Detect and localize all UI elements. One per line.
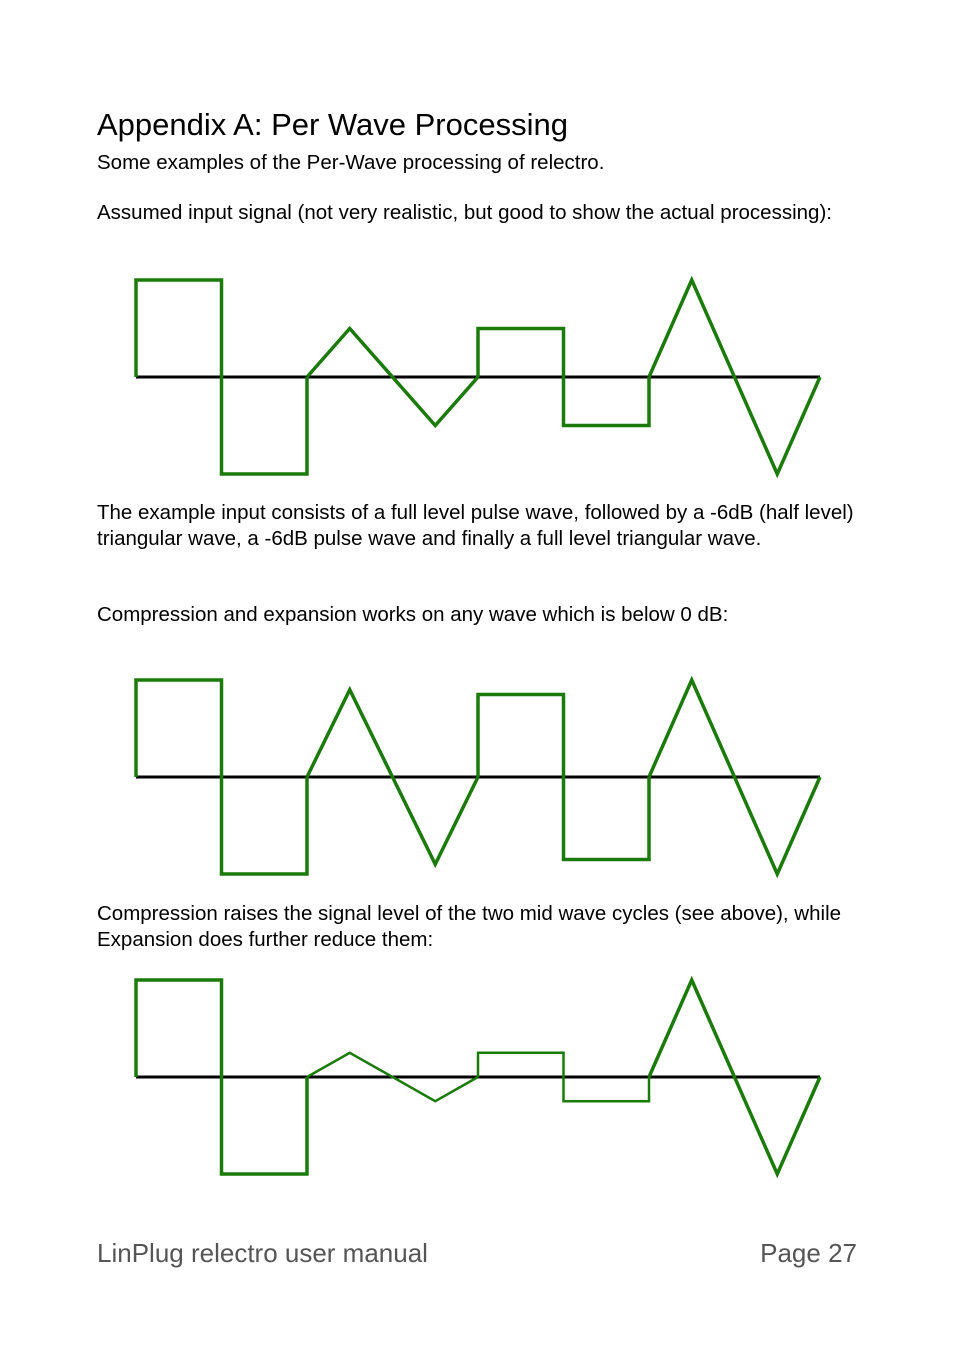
- compression-waveform-figure: [130, 675, 822, 879]
- assumed-input-paragraph: Assumed input signal (not very realistic, but good to show the actual processing):: [97, 201, 832, 224]
- footer-manual-title: LinPlug relectro user manual: [97, 1238, 428, 1268]
- footer-page-number: Page 27: [760, 1238, 857, 1268]
- intro-paragraph: Some examples of the Per-Wave processing of relectro.: [97, 151, 605, 174]
- example-input-paragraph: The example input consists of a full level pulse wave, followed by a -6dB (half level) triangular wave, a -6dB pulse wave and finally a full level triangular wave.: [97, 501, 854, 550]
- compression-expansion-paragraph: Compression and expansion works on any wave which is below 0 dB:: [97, 603, 729, 626]
- compression-result-paragraph: Compression raises the signal level of the two mid wave cycles (see above), while Expansion does further reduce them:: [97, 902, 842, 951]
- expansion-waveform-figure: [130, 975, 822, 1179]
- input-waveform-figure: [130, 275, 822, 479]
- page-title: Appendix A: Per Wave Processing: [97, 107, 568, 142]
